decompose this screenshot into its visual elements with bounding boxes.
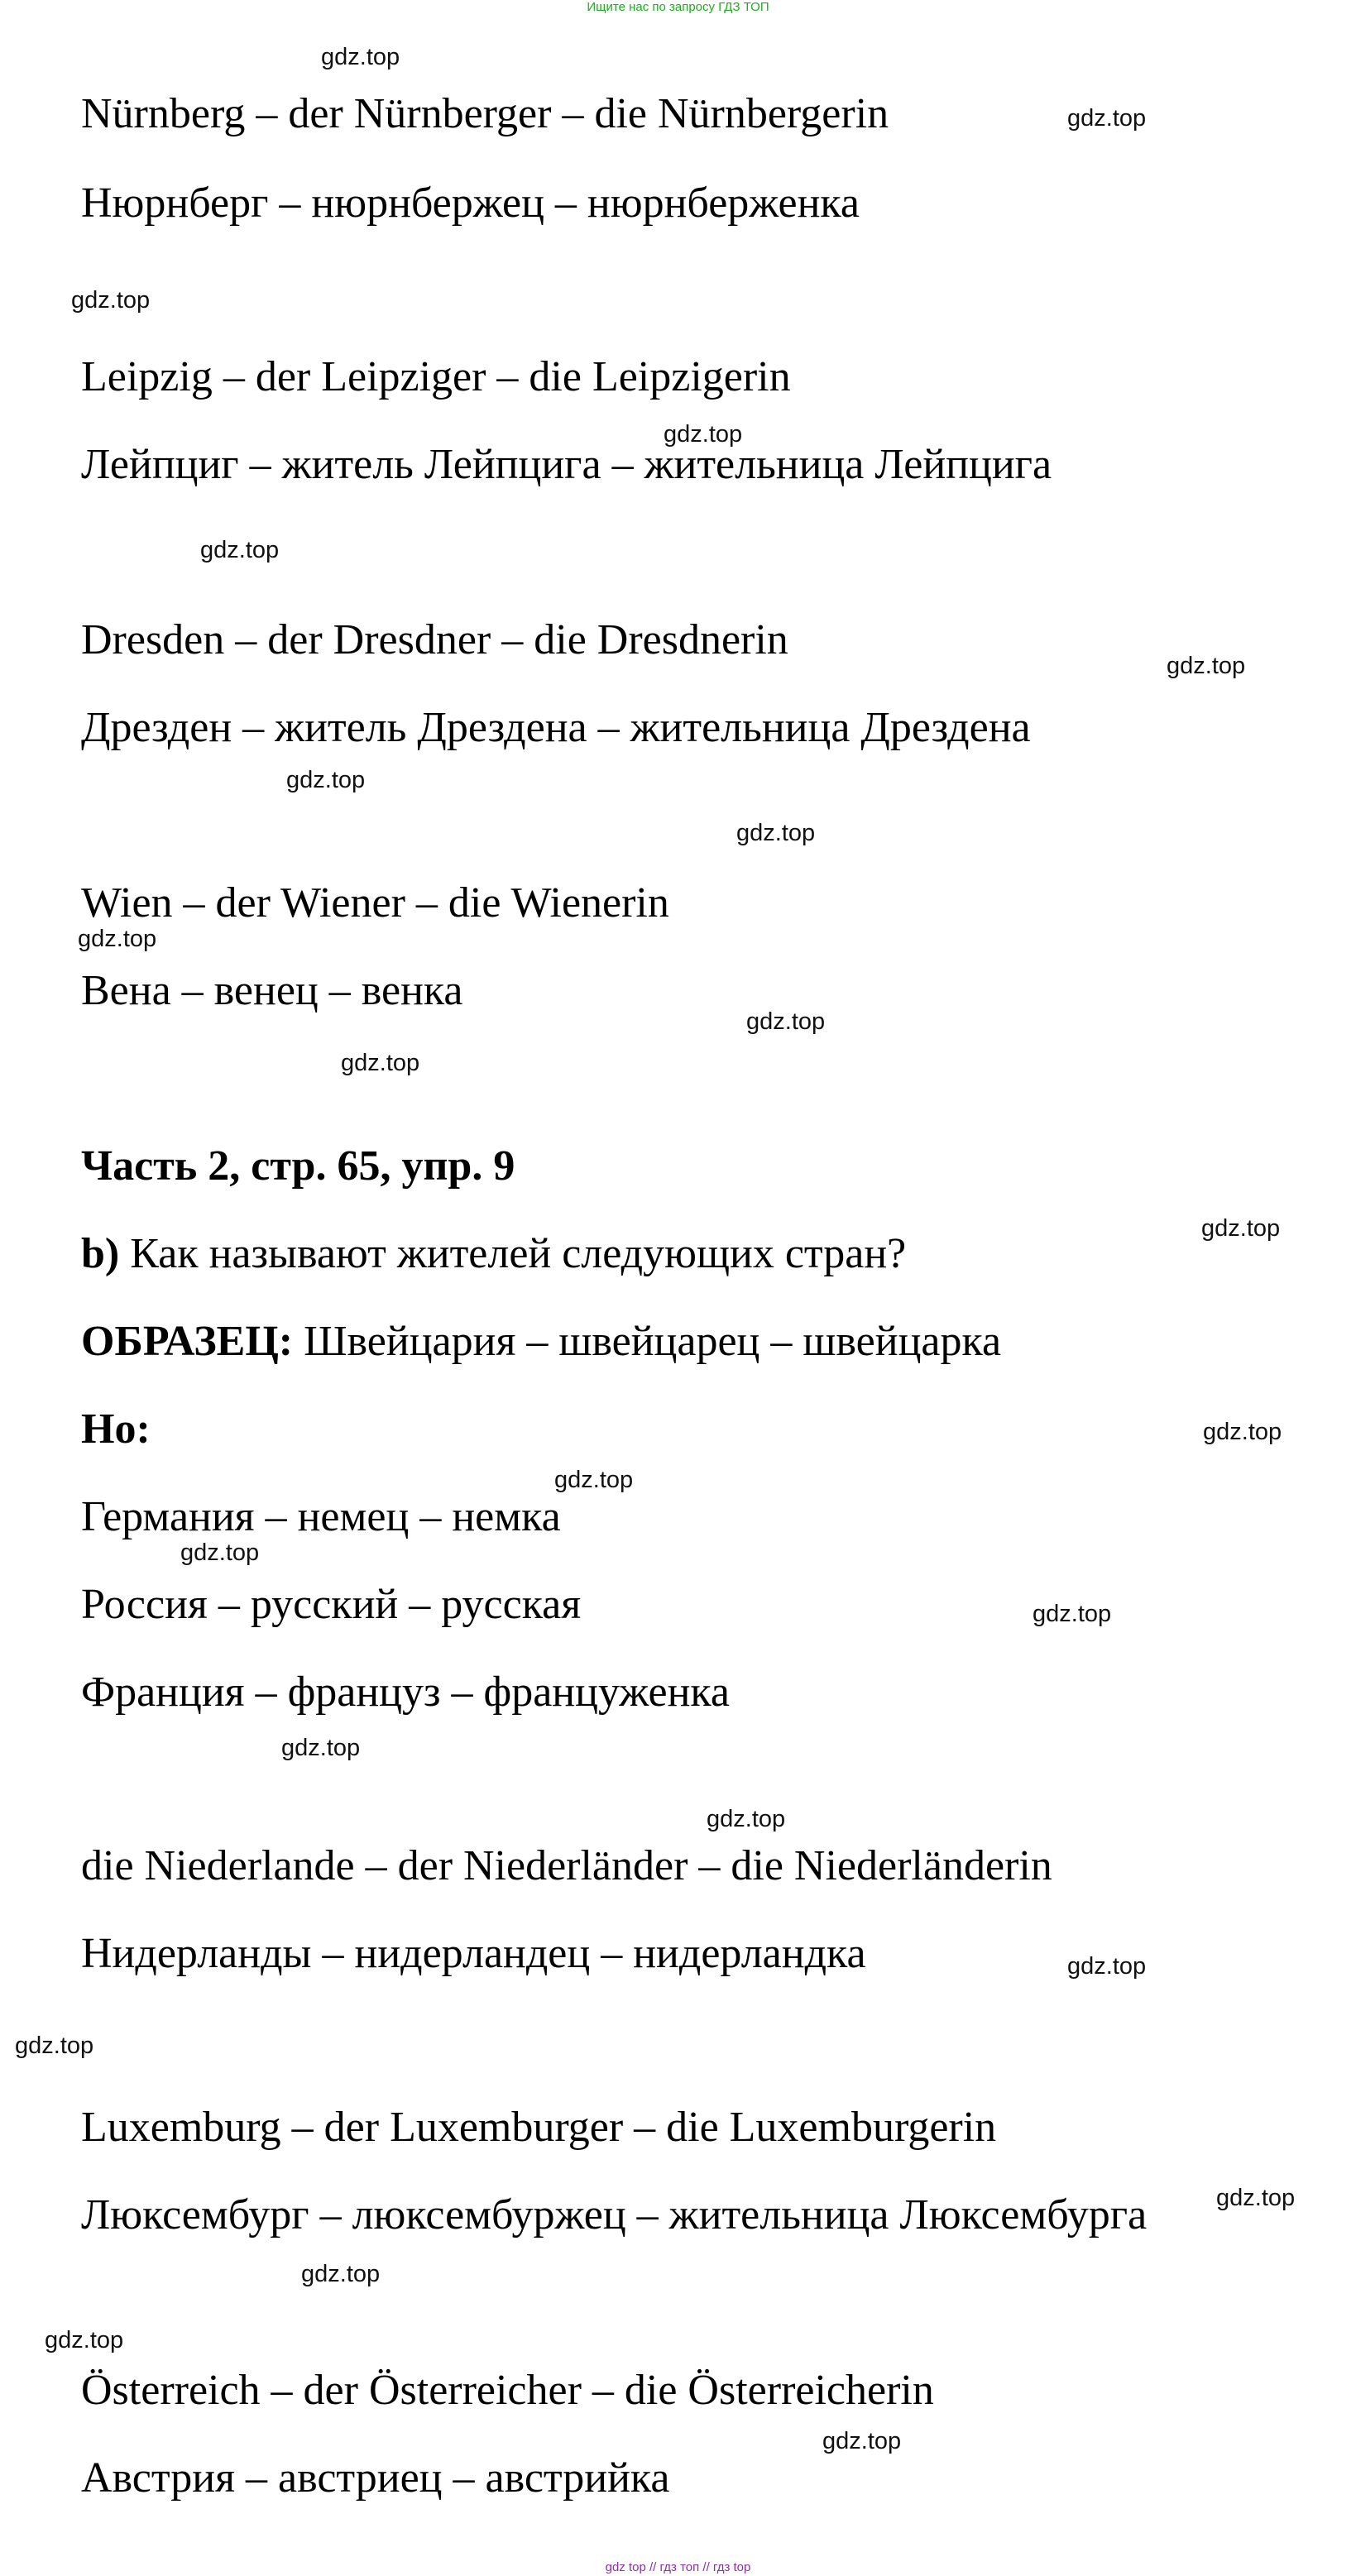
watermark: gdz.top <box>1067 105 1147 132</box>
sample-label: ОБРАЗЕЦ: <box>81 1318 294 1365</box>
watermark: gdz.top <box>281 1735 361 1761</box>
text-line: Россия – русский – русская <box>81 1581 582 1628</box>
text-line: Nürnberg – der Nürnberger – die Nürnbergerin <box>81 90 889 137</box>
text-line: Вена – венец – венка <box>81 967 463 1014</box>
text-line: Нюрнберг – нюрнбержец – нюрнберженка <box>81 180 860 227</box>
watermark: gdz.top <box>321 44 400 70</box>
watermark: gdz.top <box>78 926 157 952</box>
watermark: gdz.top <box>180 1539 260 1566</box>
text-line: Luxemburg – der Luxemburger – die Luxemburgerin <box>81 2104 997 2151</box>
watermark: gdz.top <box>1033 1601 1112 1627</box>
task-label: b) <box>81 1230 120 1277</box>
watermark: gdz.top <box>286 767 366 793</box>
text-line: Wien – der Wiener – die Wienerin <box>81 879 669 926</box>
watermark: gdz.top <box>15 2033 94 2059</box>
sample-text: Швейцария – швейцарец – швейцарка <box>293 1318 1002 1365</box>
watermark: gdz.top <box>707 1806 786 1832</box>
watermark: gdz.top <box>822 2428 902 2454</box>
watermark: gdz.top <box>664 421 743 448</box>
text-line: Лейпциг – житель Лейпцига – жительница Лейпцига <box>81 441 1052 488</box>
text-line: Dresden – der Dresdner – die Dresdnerin <box>81 616 788 663</box>
text-line: Leipzig – der Leipziger – die Leipzigerin <box>81 353 791 400</box>
text-line: Франция – француз – француженка <box>81 1669 730 1716</box>
but-label: Но: <box>81 1405 151 1453</box>
watermark: gdz.top <box>746 1008 826 1035</box>
watermark: gdz.top <box>45 2327 124 2353</box>
top-banner[interactable]: Ищите нас по запросу ГДЗ ТОП <box>587 0 769 14</box>
task-line <box>81 1229 906 1279</box>
task-text: Как называют жителей следующих стран? <box>119 1230 907 1277</box>
text-line: Австрия – австриец – австрийка <box>81 2454 670 2502</box>
footer-link[interactable]: gdz top // гдз топ // гдз top <box>605 2560 751 2574</box>
watermark: gdz.top <box>1201 1215 1281 1242</box>
sample-line <box>81 1317 1001 1367</box>
watermark: gdz.top <box>1203 1419 1282 1445</box>
watermark: gdz.top <box>1216 2185 1296 2211</box>
text-line: die Niederlande – der Niederländer – die Niederländerin <box>81 1842 1052 1889</box>
watermark: gdz.top <box>736 820 816 846</box>
watermark: gdz.top <box>200 537 280 563</box>
watermark: gdz.top <box>554 1467 634 1493</box>
text-line: Люксембург – люксембуржец – жительница Люксембурга <box>81 2191 1148 2238</box>
watermark: gdz.top <box>71 287 151 314</box>
watermark: gdz.top <box>1067 1953 1147 1980</box>
watermark: gdz.top <box>1167 653 1246 679</box>
watermark: gdz.top <box>341 1050 420 1076</box>
text-line: Нидерланды – нидерландец – нидерландка <box>81 1930 866 1977</box>
section-heading: Часть 2, стр. 65, упр. 9 <box>81 1142 515 1190</box>
text-line: Дрезден – житель Дрездена – жительница Дрездена <box>81 704 1031 751</box>
text-line: Германия – немец – немка <box>81 1493 561 1540</box>
watermark: gdz.top <box>301 2261 381 2287</box>
text-line: Österreich – der Österreicher – die Österreicherin <box>81 2367 934 2414</box>
